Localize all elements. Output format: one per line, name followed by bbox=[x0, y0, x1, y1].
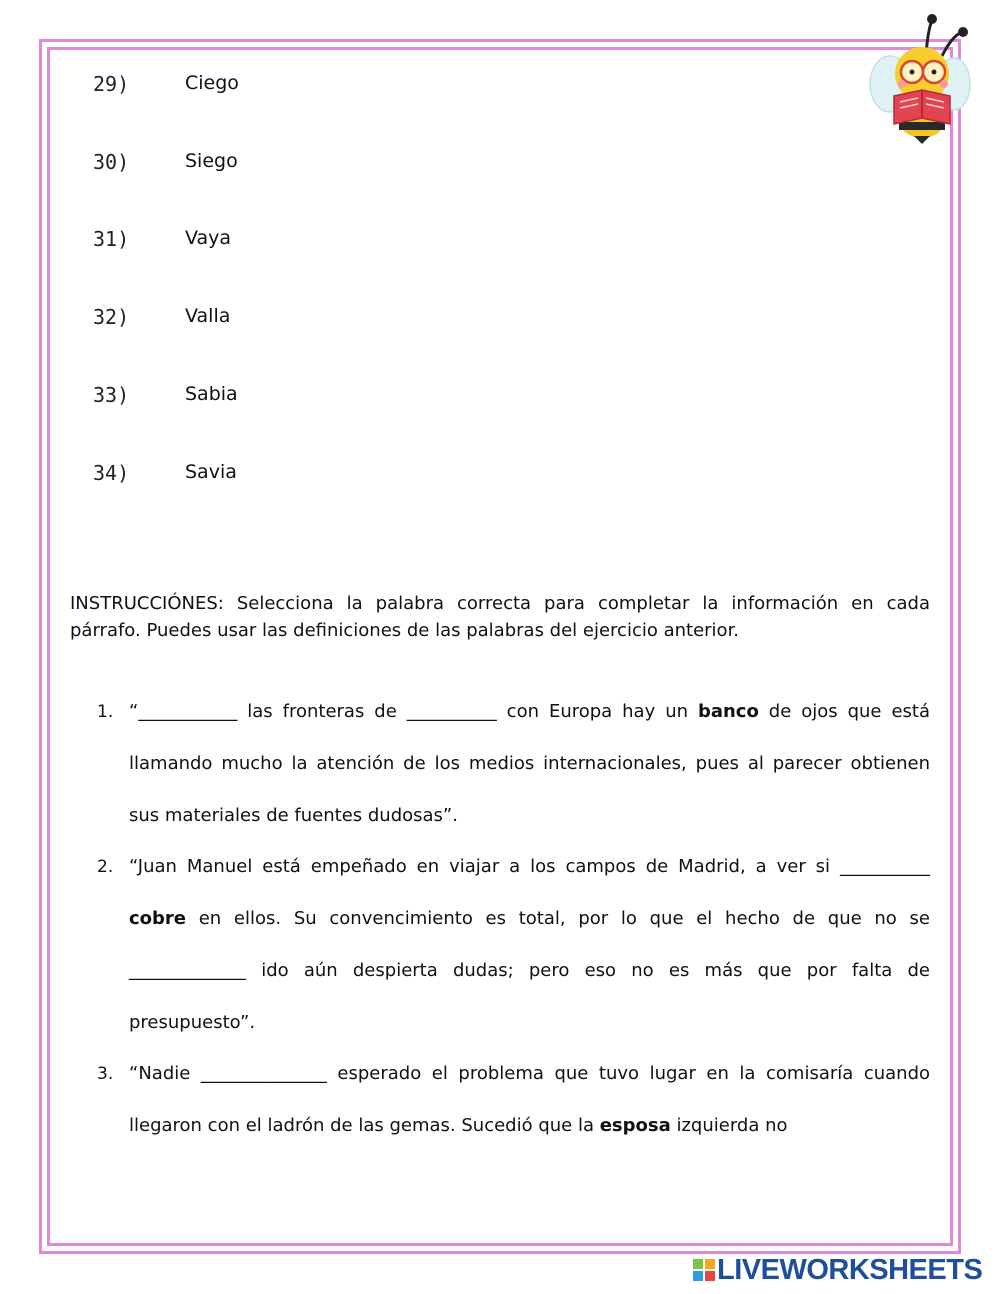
keyword: cobre bbox=[129, 908, 187, 929]
answer-blank[interactable]: __________ bbox=[840, 856, 930, 877]
text-segment: ido aún despierta dudas; pero eso no es más que por falta de presupuesto”. bbox=[129, 960, 930, 1033]
text-segment: “ bbox=[129, 701, 139, 722]
exercise-text bbox=[129, 841, 930, 1049]
word-label: Savia bbox=[185, 461, 237, 483]
keyword: esposa bbox=[599, 1115, 671, 1136]
exercise-text bbox=[129, 686, 930, 842]
word-number: 31) bbox=[93, 227, 130, 251]
text-segment: en ellos. Su convencimiento es total, por lo que el hecho de que no se bbox=[186, 908, 930, 929]
exercise-text bbox=[129, 1048, 930, 1152]
word-number: 32) bbox=[93, 305, 130, 329]
exercise-number: 1. bbox=[97, 702, 114, 722]
logo-blocks-icon bbox=[693, 1259, 715, 1281]
text-segment: “Juan Manuel está empeñado en viajar a los campos de Madrid, a ver si bbox=[129, 856, 840, 877]
text-segment: “Nadie bbox=[129, 1063, 201, 1084]
word-label: Vaya bbox=[185, 227, 232, 249]
answer-blank[interactable]: _____________ bbox=[129, 960, 246, 981]
answer-blank[interactable]: ___________ bbox=[138, 701, 238, 722]
word-label: Valla bbox=[185, 305, 231, 327]
word-number: 29) bbox=[93, 72, 130, 96]
liveworksheets-logo bbox=[693, 1255, 982, 1285]
logo-text: LIVEWORKSHEETS bbox=[717, 1253, 983, 1286]
word-number: 30) bbox=[93, 150, 130, 174]
word-label: Sabia bbox=[185, 383, 238, 405]
text-segment: esperado el problema que tuvo lugar en la comisaría cuando llegaron con el ladrón de las gemas. Sucedió que la bbox=[129, 1063, 931, 1136]
word-number: 34) bbox=[93, 461, 130, 485]
instructions-text: INSTRUCCIÓNES: Selecciona la palabra correcta para completar la información en cada párrafo. Puedes usar las definiciones de las palabras del ejercicio anterior. bbox=[70, 593, 930, 641]
answer-blank[interactable]: ______________ bbox=[200, 1063, 327, 1084]
text-segment: izquierda no bbox=[670, 1115, 788, 1136]
word-label: Siego bbox=[185, 150, 238, 172]
text-segment: de ojos que está llamando mucho la atención de los medios internacionales, pues al parecer obtienen sus materiales de fuentes dudosas”. bbox=[129, 701, 930, 826]
exercise-number: 3. bbox=[97, 1064, 114, 1084]
exercise-number: 2. bbox=[97, 857, 114, 877]
text-segment: las fronteras de bbox=[237, 701, 407, 722]
bee-reading-icon bbox=[868, 10, 972, 146]
word-label: Ciego bbox=[185, 72, 239, 94]
word-number: 33) bbox=[93, 383, 130, 407]
text-segment: con Europa hay un bbox=[496, 701, 698, 722]
keyword: banco bbox=[697, 701, 759, 722]
answer-blank[interactable]: __________ bbox=[406, 701, 497, 722]
